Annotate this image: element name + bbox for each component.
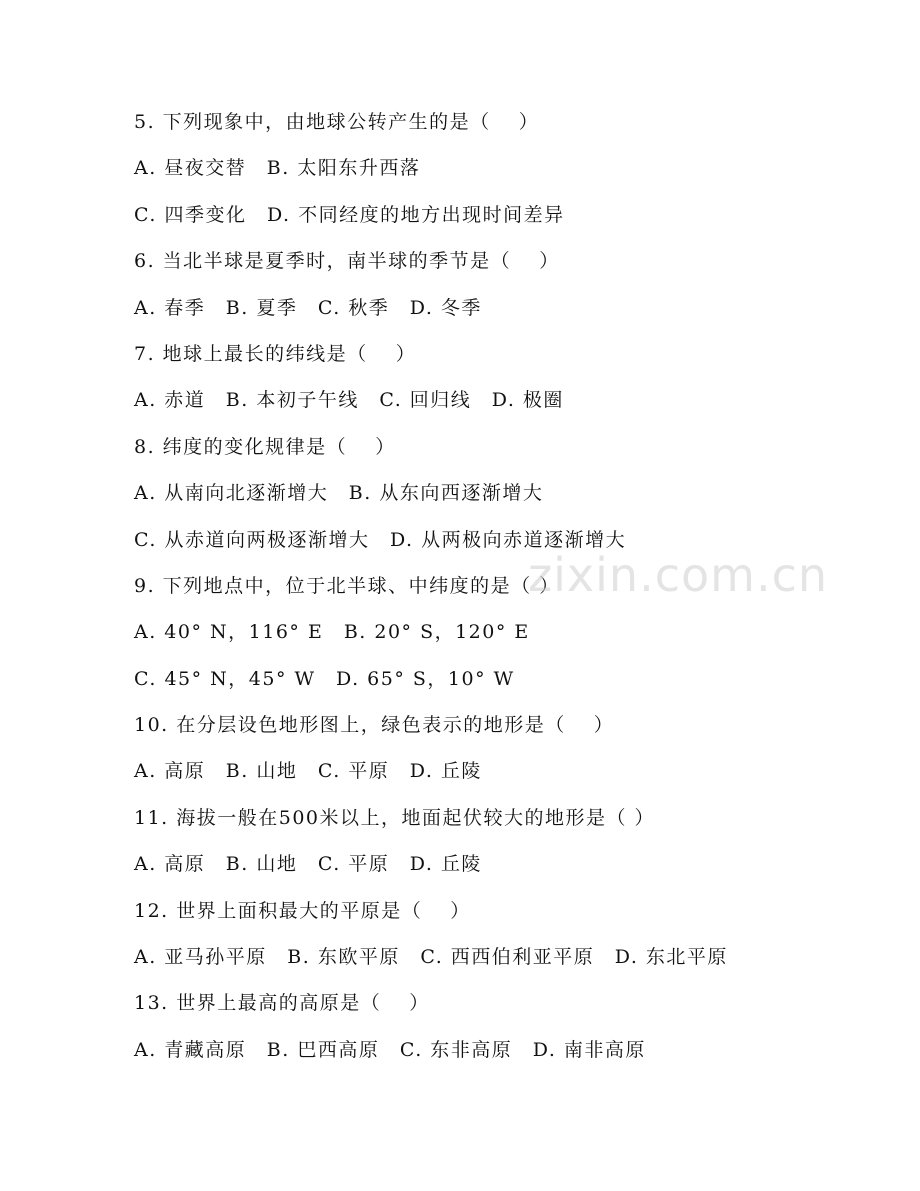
question-11-options: A. 高原 B. 山地 C. 平原 D. 丘陵 [134,853,482,876]
watermark: zixin.com.cn [528,548,829,602]
question-9-options-ab: A. 40° N，116° E B. 20° S，120° E [134,621,530,644]
question-9: 9. 下列地点中，位于北半球、中纬度的是（ ） [134,574,560,597]
question-8-options-ab: A. 从南向北逐渐增大 B. 从东向西逐渐增大 [134,482,544,505]
question-11: 11. 海拔一般在500米以上，地面起伏较大的地形是（ ） [134,806,656,829]
question-6-options: A. 春季 B. 夏季 C. 秋季 D. 冬季 [134,296,482,319]
question-13-options: A. 青藏高原 B. 巴西高原 C. 东非高原 D. 南非高原 [134,1038,646,1061]
question-10: 10. 在分层设色地形图上，绿色表示的地形是（ ） [134,714,615,737]
question-12-options: A. 亚马孙平原 B. 东欧平原 C. 西西伯利亚平原 D. 东北平原 [134,946,728,969]
question-5: 5. 下列现象中，由地球公转产生的是（ ） [134,111,540,133]
question-6: 6. 当北半球是夏季时，南半球的季节是（ ） [134,250,560,273]
question-7-options: A. 赤道 B. 本初子午线 C. 回归线 D. 极圈 [134,389,564,412]
question-10-options: A. 高原 B. 山地 C. 平原 D. 丘陵 [134,760,482,783]
question-8-options-cd: C. 从赤道向两极逐渐增大 D. 从两极向赤道逐渐增大 [134,528,627,551]
question-9-options-cd: C. 45° N，45° W D. 65° S，10° W [134,667,515,690]
question-5-options-ab: A. 昼夜交替 B. 太阳东升西落 [134,157,421,180]
question-13: 13. 世界上最高的高原是（ ） [134,992,430,1015]
question-7: 7. 地球上最长的纬线是（ ） [134,342,417,365]
question-8: 8. 纬度的变化规律是（ ） [134,435,396,458]
question-12: 12. 世界上面积最大的平原是（ ） [134,899,471,922]
question-5-options-cd: C. 四季变化 D. 不同经度的地方出现时间差异 [134,203,565,226]
